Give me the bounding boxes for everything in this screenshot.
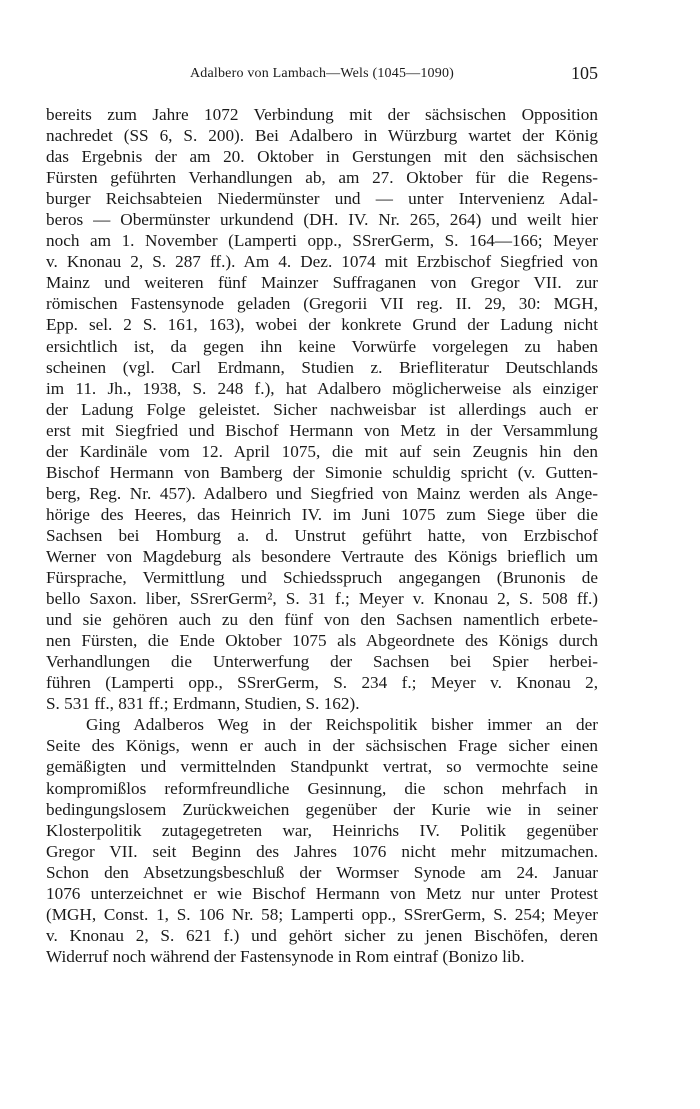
text-line: v. Knonau 2, S. 287 ff.). Am 4. Dez. 1074 mit Erzbischof Siegfried von (46, 252, 598, 272)
text-line: Epp. sel. 2 S. 161, 163), wobei der konkrete Grund der Ladung nicht (46, 315, 598, 335)
text-line: nachredet (SS 6, S. 200). Bei Adalbero in Würzburg wartet der König (46, 126, 598, 146)
text-line: gemäßigten und vermittelnden Standpunkt vertrat, so vermochte seine (46, 757, 598, 777)
text-line: erst mit Siegfried und Bischof Hermann von Metz in der Versammlung (46, 420, 598, 440)
text-line: scheinen (vgl. Carl Erdmann, Studien z. Briefliteratur Deutschlands (46, 357, 598, 377)
text-line: (MGH, Const. 1, S. 106 Nr. 58; Lamperti opp., SSrerGerm, S. 254; Meyer (46, 904, 598, 924)
text-line: kompromißlos reformfreundliche Gesinnung, die schon mehrfach in (46, 778, 598, 798)
text-line: Gregor VII. seit Beginn des Jahres 1076 nicht mehr mitzumachen. (46, 841, 598, 861)
running-title: Adalbero von Lambach—Wels (1045—1090) (189, 66, 455, 81)
text-line: bereits zum Jahre 1072 Verbindung mit der sächsischen Opposition (46, 105, 598, 124)
text-line: römischen Fastensynode geladen (Gregorii VII reg. II. 29, 30: MGH, (46, 294, 598, 314)
text-line: bedingungslosem Zurückweichen gegenüber der Kurie wie in seiner (46, 799, 598, 819)
text-line: Schon den Absetzungsbeschluß der Wormser Synode am 24. Januar (46, 862, 598, 882)
text-line: im 11. Jh., 1938, S. 248 f.), hat Adalbero möglicherweise als einziger (46, 378, 598, 398)
text-line: hörige des Heeres, das Heinrich IV. im Juni 1075 zum Siege über die (46, 504, 598, 524)
text-line: führen (Lamperti opp., SSrerGerm, S. 234 f.; Meyer v. Knonau 2, (46, 673, 598, 693)
text-line: Fürsprache, Vermittlung und Schiedsspruch angegangen (Brunonis de (46, 568, 598, 588)
text-line: nen Fürsten, die Ende Oktober 1075 als Abgeordnete des Königs durch (46, 631, 598, 651)
text-line: ersichtlich ist, da gegen ihn keine Vorwürfe vorgelegen zu haben (46, 336, 598, 356)
text-line: und sie gehören auch zu den fünf von den Sachsen namentlich erbete- (46, 610, 598, 630)
text-line: der Ladung Folge geleistet. Sicher nachweisbar ist allerdings auch er (46, 399, 598, 419)
text-line: noch am 1. November (Lamperti opp., SSrerGerm, S. 164—166; Meyer (46, 231, 598, 251)
text-line: 1076 unterzeichnet er wie Bischof Hermann von Metz nur unter Protest (46, 883, 598, 903)
paragraph (46, 104, 598, 714)
text-line: Verhandlungen die Unterwerfung der Sachsen bei Spier herbei- (46, 652, 598, 672)
running-head (46, 63, 598, 88)
text-line: S. 531 ff., 831 ff.; Erdmann, Studien, S. 162). (46, 694, 360, 714)
page-number: 105 (571, 63, 598, 83)
text-line: das Ergebnis der am 20. Oktober in Gerstungen mit den sächsischen (46, 147, 598, 167)
text-line: Mainz und weiteren fünf Mainzer Suffraganen von Gregor VII. zur (46, 273, 598, 293)
text-line: burger Reichsabteien Niedermünster und — unter Intervenienz Adal- (46, 189, 598, 209)
text-line: Widerruf noch während der Fastensynode in Rom eintraf (Bonizo lib. (46, 946, 525, 966)
text-line: der Kardinäle vom 12. April 1075, die mit auf sein Zeugnis hin den (46, 441, 598, 461)
text-line: Bischof Hermann von Bamberg der Simonie schuldig spricht (v. Gutten- (46, 462, 598, 482)
text-line: v. Knonau 2, S. 621 f.) und gehört sicher zu jenen Bischöfen, deren (46, 925, 598, 945)
body-text (46, 104, 598, 967)
text-line: berg, Reg. Nr. 457). Adalbero und Siegfried von Mainz werden als Ange- (46, 483, 598, 503)
text-line: Klosterpolitik zutagegetreten war, Heinrichs IV. Politik gegenüber (46, 820, 598, 840)
text-line: Seite des Königs, wenn er auch in der sächsischen Frage sicher einen (46, 736, 598, 756)
text-line: Ging Adalberos Weg in der Reichspolitik bisher immer an der (86, 715, 598, 735)
text-line: Sachsen bei Homburg a. d. Unstrut geführt hatte, von Erzbischof (46, 525, 598, 545)
text-line: bello Saxon. liber, SSrerGerm², S. 31 f.; Meyer v. Knonau 2, S. 508 ff.) (46, 589, 598, 609)
text-line: beros — Obermünster urkundend (DH. IV. Nr. 265, 264) und weilt hier (46, 210, 598, 230)
text-line: Werner von Magdeburg als besondere Vertraute des Königs brieflich um (46, 546, 598, 566)
text-line: Fürsten geführten Verhandlungen ab, am 27. Oktober für die Regens- (46, 168, 598, 188)
paragraph (46, 714, 598, 967)
